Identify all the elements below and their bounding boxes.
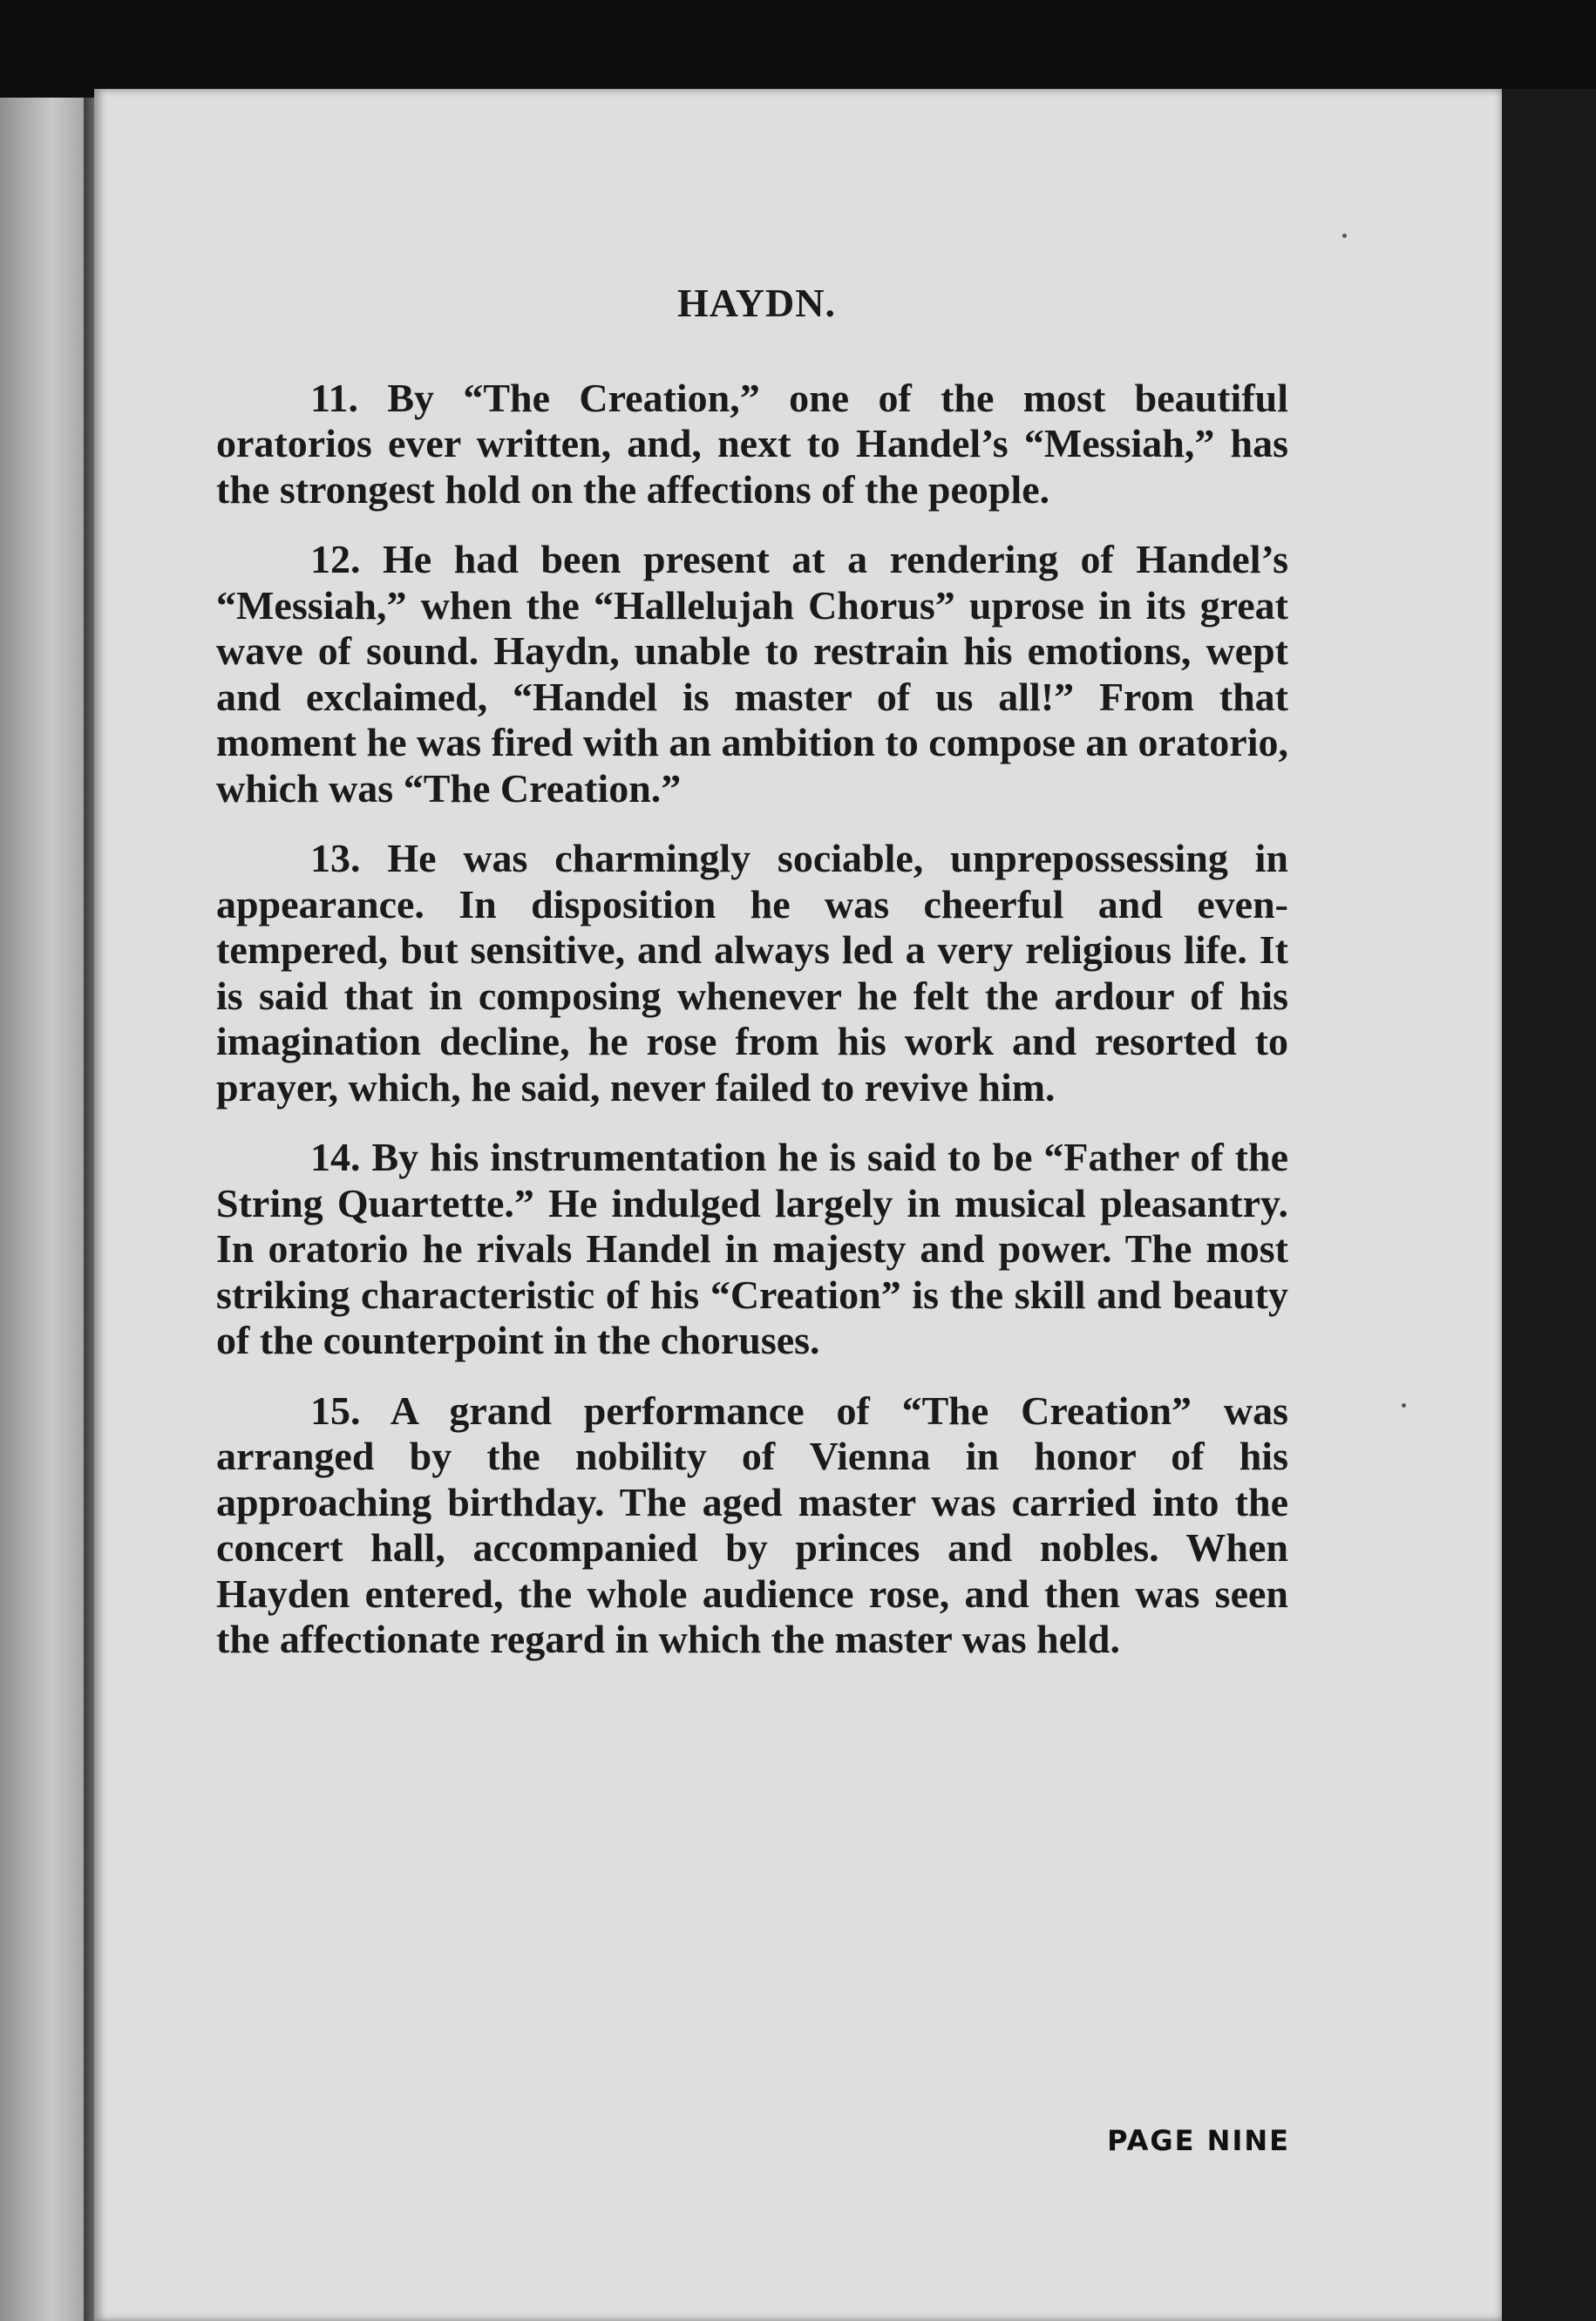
paragraph-text: By his instrumentation he is said to be “Father of the String Quartette.” He indulged largely in musical pleasantry. In oratorio he rivals Handel in majesty and power. The most striking characteristic of his “Creation” is the skill and beauty of the counterpoint in the choruses. bbox=[216, 1135, 1288, 1362]
paragraph-text: A grand performance of “The Creation” was arranged by the nobility of Vienna in honor of his approaching birthday. The aged master was carried into the concert hall, accompanied by princes and nobles. When Hayden entered, the whole audience rose, and then was seen the affectionate regard in which the master was held. bbox=[216, 1388, 1288, 1661]
page-title: HAYDN. bbox=[677, 281, 836, 325]
scan-background bbox=[1502, 89, 1596, 2321]
paragraph-text: He was charmingly sociable, unprepossessing in appearance. In disposition he was cheerful and even-tempered, but sensitive, and always led a very religious life. It is said that in composing whenever he felt the ardour of his imagination decline, he rose from his work and resorted to prayer, which, he said, never failed to revive him. bbox=[216, 836, 1288, 1110]
paragraph-text: By “The Creation,” one of the most beautiful oratorios ever written, and, next to Handel’s “Messiah,” has the strongest hold on the affections of the people. bbox=[216, 375, 1288, 512]
paragraph-11 bbox=[216, 376, 1288, 513]
page-footer: PAGE NINE bbox=[1107, 2124, 1290, 2157]
scan-speck bbox=[1402, 1403, 1406, 1408]
page-text bbox=[216, 281, 1288, 1687]
paragraph-number: 14. bbox=[310, 1135, 361, 1179]
paragraph-number: 12. bbox=[310, 537, 361, 581]
paragraph-13 bbox=[216, 836, 1288, 1110]
paragraph-number: 13. bbox=[310, 836, 361, 880]
paragraph-15 bbox=[216, 1388, 1288, 1663]
paragraph-12 bbox=[216, 537, 1288, 811]
paragraph-text: He had been present at a rendering of Handel’s “Messiah,” when the “Hallelujah Chorus” uprose in its great wave of sound. Haydn, unable to restrain his emotions, wept and exclaimed, “Handel is master of us all!” From that moment he was fired with an ambition to compose an oratorio, which was “The Creation.” bbox=[216, 537, 1289, 811]
paragraph-number: 11. bbox=[310, 375, 358, 420]
scan-speck bbox=[1342, 234, 1347, 238]
paragraph-14 bbox=[216, 1135, 1288, 1364]
paragraph-number: 15. bbox=[310, 1388, 361, 1433]
facing-page-edge bbox=[0, 98, 87, 2321]
